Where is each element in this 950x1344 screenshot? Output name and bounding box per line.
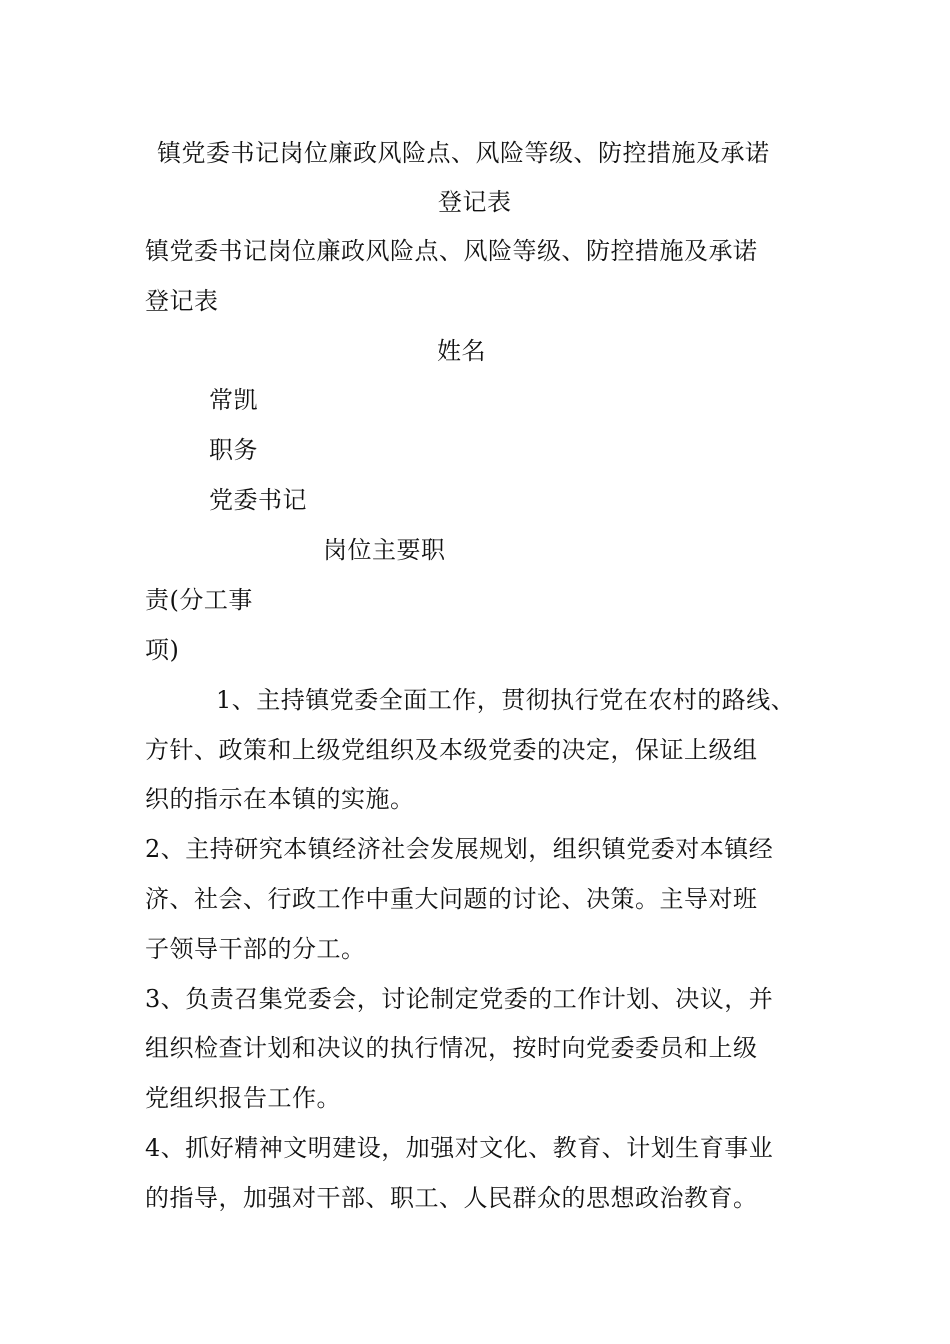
duty-2-line-2: 济、社会、行政工作中重大问题的讨论、决策。主导对班 xyxy=(145,885,758,913)
repeated-title-line-1: 镇党委书记岗位廉政风险点、风险等级、防控措施及承诺 xyxy=(145,237,758,265)
duty-3-line-2: 组织检查计划和决议的执行情况，按时向党委委员和上级 xyxy=(145,1034,758,1062)
duties-label-line-2: 责(分工事 xyxy=(145,586,253,614)
duty-1-line-2: 方针、政策和上级党组织及本级党委的决定，保证上级组 xyxy=(145,736,758,764)
duty-2-line-3: 子领导干部的分工。 xyxy=(145,935,366,963)
position-value: 党委书记 xyxy=(209,486,307,514)
duty-3-line-3: 党组织报告工作。 xyxy=(145,1084,341,1112)
duty-1-line-1: 1、主持镇党委全面工作，贯彻执行党在农村的路线、 xyxy=(216,686,796,714)
name-label: 姓名 xyxy=(437,337,486,365)
duty-3-line-1: 3、负责召集党委会，讨论制定党委的工作计划、决议，并 xyxy=(145,985,774,1013)
document-title-line-2: 登记表 xyxy=(438,188,512,216)
duty-1-line-3: 织的指示在本镇的实施。 xyxy=(145,785,415,813)
duties-label-line-3: 项) xyxy=(145,636,180,664)
duties-label-line-1: 岗位主要职 xyxy=(323,536,446,564)
duty-4-line-1: 4、抓好精神文明建设，加强对文化、教育、计划生育事业 xyxy=(145,1134,774,1162)
duty-4-line-2: 的指导，加强对干部、职工、人民群众的思想政治教育。 xyxy=(145,1184,758,1212)
duty-2-line-1: 2、主持研究本镇经济社会发展规划，组织镇党委对本镇经 xyxy=(145,835,774,863)
position-label: 职务 xyxy=(209,436,258,464)
name-value: 常凯 xyxy=(209,386,258,414)
document-title-line-1: 镇党委书记岗位廉政风险点、风险等级、防控措施及承诺 xyxy=(157,139,770,167)
repeated-title-line-2: 登记表 xyxy=(145,287,219,315)
